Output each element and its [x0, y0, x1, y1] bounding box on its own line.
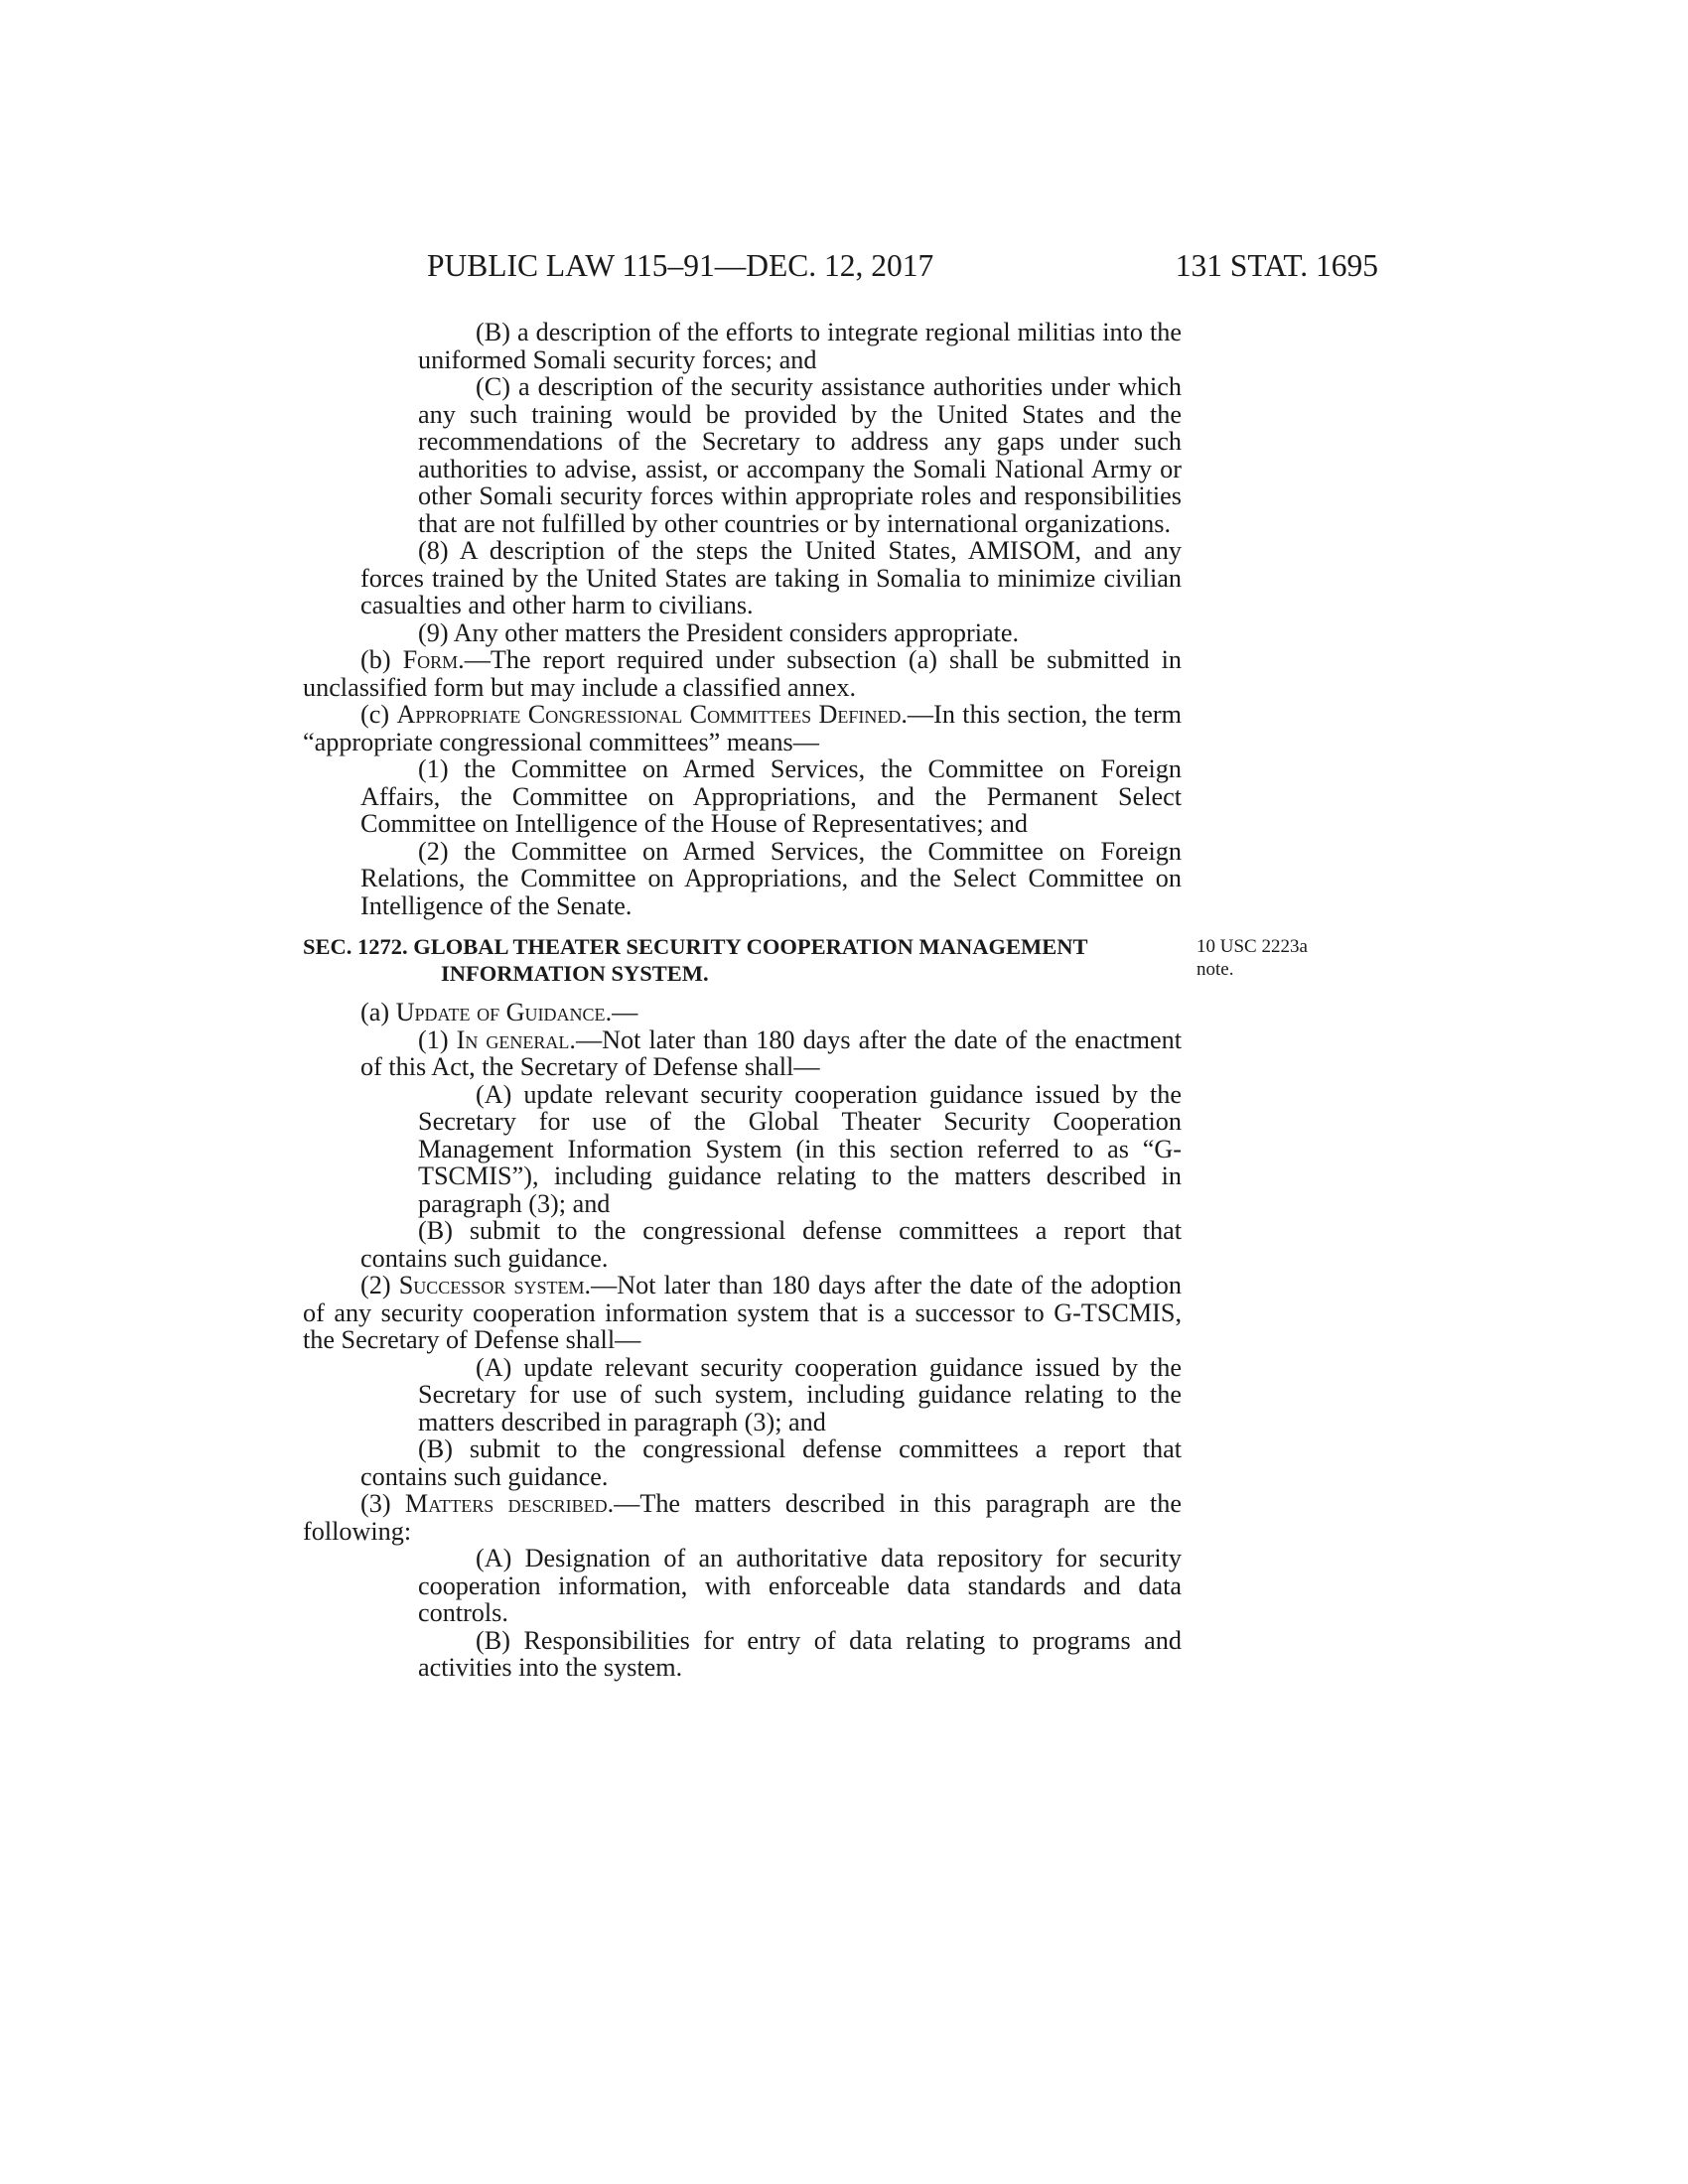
- paragraph-1-text: .—Not later than 180 days after the date of the enactment of this Act, the Secretary of Defense shall—: [360, 1024, 1182, 1081]
- section-heading-line-1: SEC. 1272. GLOBAL THEATER SECURITY COOPERATION MANAGEMENT: [303, 934, 1088, 959]
- paragraph-1-heading: In general: [456, 1024, 570, 1054]
- paragraph-1-general: [303, 1026, 1182, 1081]
- paragraph-2-item-b: (B) submit to the congressional defense committees a report that contains such guidance.: [360, 1434, 1182, 1491]
- subsection-b-heading: Form: [402, 645, 459, 674]
- subsection-c-definition: [303, 701, 1182, 755]
- subsection-c-heading: Appropriate Congressional Committees Defined: [396, 700, 902, 729]
- margin-note-usc: [1196, 935, 1355, 981]
- clause-b-militias: (B) a description of the efforts to integrate regional militias into the uniformed Somali security forces; and: [418, 318, 1182, 374]
- paragraph-3-item-a: (A) Designation of an authoritative data repository for security cooperation information, with enforceable data standards and data controls.: [418, 1544, 1182, 1627]
- paragraph-2-successor: [303, 1272, 1182, 1354]
- clause-c-authorities: (C) a description of the security assistance authorities under which any such training would be provided by the United States and the recommendations of the Secretary to address any gaps under such authorities to advise, assist, or accompany the Somali National Army or other Somali security forces within appropriate roles and responsibilities that are not fulfilled by other countries or by international organizations.: [418, 372, 1182, 538]
- committee-item-1: (1) the Committee on Armed Services, the Committee on Foreign Affairs, the Committee on Appropriations, and the Permanent Select Committee on Intelligence of the House of Representatives; and: [360, 754, 1182, 838]
- paragraph-3-matters: [303, 1490, 1182, 1545]
- margin-note-line-1: 10 USC 2223a: [1196, 936, 1308, 957]
- paragraph-2-heading: Successor system: [398, 1271, 585, 1299]
- paragraph-3-label: (3): [360, 1489, 405, 1518]
- committee-item-2: (2) the Committee on Armed Services, the Committee on Foreign Relations, the Committee on Appropriations, and the Select Committee on Intelligence of the Senate.: [360, 836, 1182, 920]
- paragraph-2-label: (2): [360, 1271, 399, 1299]
- paragraph-9: (9) Any other matters the President considers appropriate.: [418, 617, 1020, 647]
- subsection-a-guidance: [303, 999, 1182, 1026]
- margin-note-line-2: note.: [1196, 959, 1234, 980]
- subsection-b-text: .—The report required under subsection (a) shall be submitted in unclassified form but may include a classified annex.: [303, 645, 1182, 702]
- subsection-a-label: (a): [360, 998, 396, 1026]
- paragraph-1-label: (1): [418, 1024, 457, 1054]
- paragraph-3-item-b: (B) Responsibilities for entry of data relating to programs and activities into the system.: [418, 1625, 1182, 1682]
- subsection-c-text: .—In this section, the term “appropriate congressional committees” means—: [303, 700, 1182, 756]
- subsection-a-heading: Update of Guidance: [395, 998, 606, 1026]
- document-body: [303, 318, 1308, 1682]
- paragraph-8: (8) A description of the steps the United States, AMISOM, and any forces trained by the United States are taking in Somalia to minimize civilian casualties and other harm to civilians.: [360, 536, 1182, 619]
- statute-page-number: 131 STAT. 1695: [1175, 248, 1378, 283]
- subsection-b-form: [303, 646, 1182, 701]
- subsection-a-dash: .—: [605, 998, 638, 1026]
- subsection-b-label: (b): [360, 645, 403, 674]
- paragraph-2-item-a: (A) update relevant security cooperation guidance issued by the Secretary for use of such system, including guidance relating to the matters described in paragraph (3); and: [418, 1352, 1182, 1436]
- paragraph-3-heading: Matters described: [404, 1489, 608, 1518]
- page-header: [427, 246, 1378, 286]
- section-heading-line-2: INFORMATION SYSTEM.: [441, 961, 709, 986]
- paragraph-1-item-b: (B) submit to the congressional defense committees a report that contains such guidance.: [360, 1216, 1182, 1273]
- public-law-title: PUBLIC LAW 115–91—DEC. 12, 2017: [427, 248, 934, 283]
- paragraph-1-item-a: (A) update relevant security cooperation guidance issued by the Secretary for use of the Global Theater Security Cooperation Management Information System (in this section referred to as “G-TSCMIS”), including guidance relating to the matters described in paragraph (3); and: [418, 1079, 1182, 1218]
- subsection-c-label: (c): [360, 700, 397, 729]
- paragraph-2-text: .—Not later than 180 days after the date of the adoption of any security cooperation information system that is a successor to G-TSCMIS, the Secretary of Defense shall—: [303, 1271, 1182, 1354]
- section-heading: [303, 933, 1308, 987]
- paragraph-3-text: .—The matters described in this paragraph are the following:: [303, 1489, 1182, 1546]
